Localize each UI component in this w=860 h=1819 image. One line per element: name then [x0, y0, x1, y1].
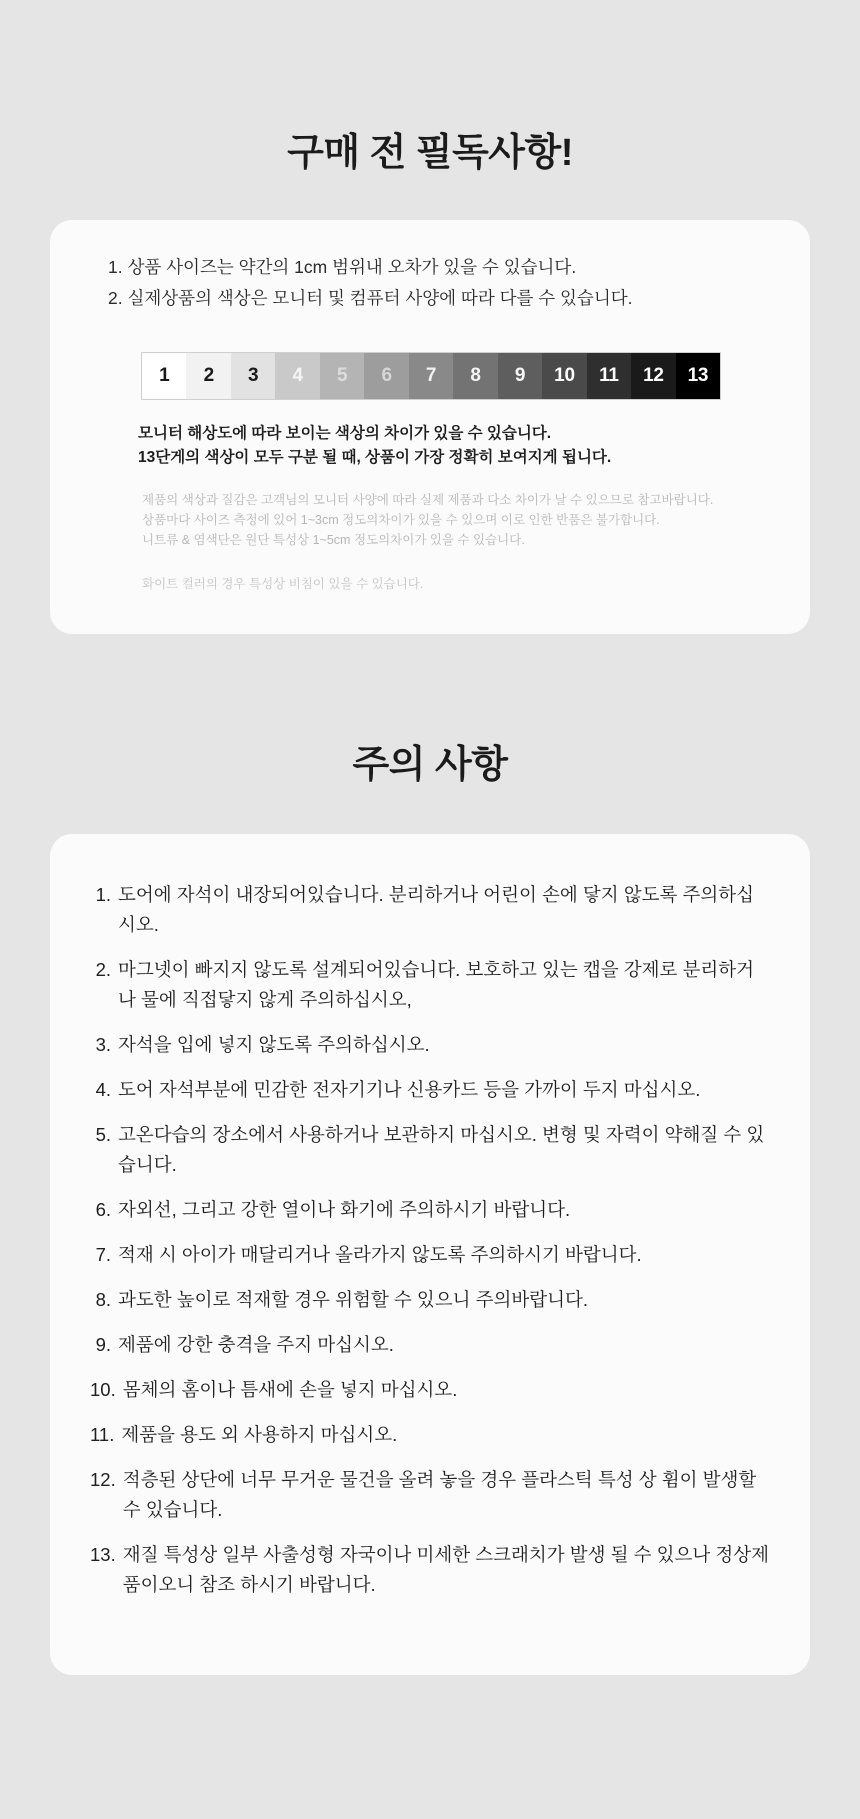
list-item: [90, 1375, 770, 1405]
list-item-text: 제품을 용도 외 사용하지 마십시오.: [121, 1423, 398, 1445]
list-item-text: 도어 자석부분에 민감한 전자기기나 신용카드 등을 가까이 두지 마십시오.: [118, 1079, 701, 1101]
grayscale-cell: 4: [275, 353, 319, 399]
caution-list: [90, 880, 770, 1599]
grayscale-chart: [141, 352, 719, 400]
grayscale-cell: 12: [631, 353, 675, 399]
list-item: [90, 1465, 770, 1525]
notice-section-title: 구매 전 필독사항!: [287, 132, 573, 175]
grayscale-strip: [141, 352, 721, 400]
grayscale-cell: 6: [364, 353, 408, 399]
list-item: [90, 1240, 770, 1270]
list-item-text: 도어에 자석이 내장되어있습니다. 분리하거나 어린이 손에 닿지 않도록 주의하십시오.: [118, 884, 755, 936]
list-item-number: 9.: [95, 1333, 111, 1355]
list-item: [90, 1120, 770, 1180]
list-item: 1. 상품 사이즈는 약간의 1cm 범위내 오차가 있을 수 있습니다.: [108, 257, 577, 278]
notice-card: [50, 220, 810, 633]
list-item-text: 적층된 상단에 너무 무거운 물건을 올려 놓을 경우 플라스틱 특성 상 휨이 발생할 수 있습니다.: [122, 1468, 757, 1520]
grayscale-cell: 2: [186, 353, 230, 399]
list-item: [90, 1195, 770, 1225]
list-item-text: 과도한 높이로 적재할 경우 위험할 수 있으니 주의바랍니다.: [118, 1288, 589, 1310]
list-item: [90, 1285, 770, 1315]
list-item-number: 2.: [95, 959, 111, 981]
caution-card: [50, 834, 810, 1674]
list-item-text: 제품에 강한 충격을 주지 마십시오.: [118, 1333, 394, 1355]
grayscale-cell: 7: [409, 353, 453, 399]
monitor-note-gray-line: 제품의 색상과 질감은 고객님의 모니터 사양에 따라 실제 제품과 다소 차이가 날 수 있으므로 참고바랍니다.: [142, 492, 714, 507]
list-item: [90, 1540, 770, 1600]
list-item-text: 자석을 입에 넣지 않도록 주의하십시오.: [118, 1034, 430, 1056]
grayscale-cell: 5: [320, 353, 364, 399]
list-item: [90, 1420, 770, 1450]
list-item: [90, 955, 770, 1015]
grayscale-cell: 10: [542, 353, 586, 399]
product-detail-page: [0, 25, 860, 1819]
monitor-note-bold-line: 13단게의 색상이 모두 구분 될 때, 상품이 가장 정확히 보여지게 됩니다.: [138, 448, 612, 466]
grayscale-cell: 11: [587, 353, 631, 399]
grayscale-cell: 3: [231, 353, 275, 399]
monitor-note-gray-line: 상품마다 사이즈 측정에 있어 1~3cm 정도의차이가 있을 수 있으며 이로 인한 반품은 불가합니다.: [142, 512, 660, 527]
list-item-text: 마그넷이 빠지지 않도록 설계되어있습니다. 보호하고 있는 캡을 강제로 분리하거나 물에 직접닿지 않게 주의하십시오,: [118, 959, 755, 1011]
monitor-note-bold-line: 모니터 해상도에 따라 보이는 색상의 차이가 있을 수 있습니다.: [138, 424, 552, 442]
list-item-text: 몸체의 홈이나 틈새에 손을 넣지 마십시오.: [122, 1378, 458, 1400]
list-item: 2. 실제상품의 색상은 모니터 및 컴퓨터 사양에 따라 다를 수 있습니다.: [108, 288, 633, 309]
list-item: [90, 1030, 770, 1060]
caution-section-title: 주의 사항: [352, 744, 508, 787]
list-item-number: 3.: [95, 1034, 111, 1056]
list-item-text: 적재 시 아이가 매달리거나 올라가지 않도록 주의하시기 바랍니다.: [118, 1243, 642, 1265]
list-item-number: 1.: [95, 884, 111, 906]
list-item-number: 12.: [90, 1468, 116, 1490]
list-item-number: 10.: [90, 1378, 116, 1400]
list-item: [90, 1330, 770, 1360]
list-item-text: 재질 특성상 일부 사출성형 자국이나 미세한 스크래치가 발생 될 수 있으나 정상제품이오니 참조 하시기 바랍니다.: [122, 1543, 770, 1595]
list-item-number: 5.: [95, 1124, 111, 1145]
grayscale-cell: 13: [676, 353, 720, 399]
list-item-number: 7.: [95, 1243, 111, 1265]
monitor-note-gray-line: 니트류 & 염색단은 원단 특성상 1~5cm 정도의차이가 있을 수 있습니다.: [142, 532, 525, 547]
notice-intro-list: [86, 252, 774, 313]
white-color-note: [142, 574, 774, 594]
list-item-number: 11.: [90, 1423, 115, 1445]
list-item-number: 13.: [90, 1543, 116, 1565]
list-item-number: 6.: [95, 1198, 111, 1220]
grayscale-cell: 8: [453, 353, 497, 399]
monitor-note-bold: [138, 422, 774, 470]
list-item: [90, 880, 770, 940]
grayscale-cell: 1: [142, 353, 186, 399]
list-item-number: 8.: [95, 1288, 111, 1310]
list-item-number: 4.: [95, 1079, 111, 1101]
grayscale-cell: 9: [498, 353, 542, 399]
list-item-text: 고온다습의 장소에서 사용하거나 보관하지 마십시오. 변형 및 자력이 약해질 수 있습니다.: [118, 1124, 765, 1175]
monitor-note-gray: [142, 490, 774, 550]
white-color-note-line: 화이트 컬러의 경우 특성상 비침이 있을 수 있습니다.: [142, 576, 424, 591]
list-item: [90, 1075, 770, 1105]
list-item-text: 자외선, 그리고 강한 열이나 화기에 주의하시기 바랍니다.: [118, 1198, 571, 1220]
